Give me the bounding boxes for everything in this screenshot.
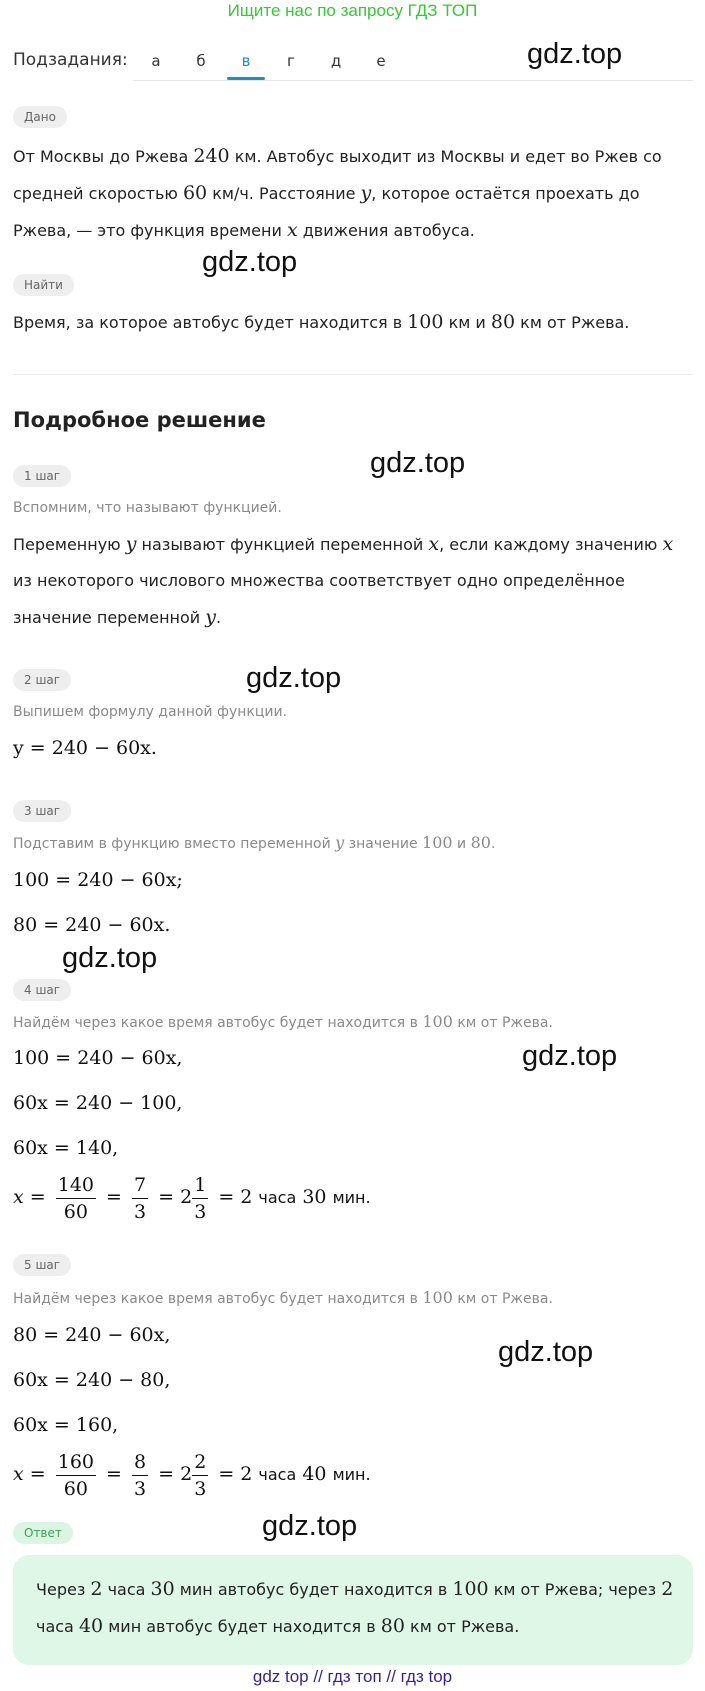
subtasks-label: Подзадания: (13, 50, 128, 70)
step-1-badge: 1 шаг (13, 465, 71, 487)
solution-title: Подробное решение (13, 408, 266, 432)
watermark: gdz.top (62, 942, 158, 974)
subtask-tab-v[interactable]: в (223, 44, 269, 78)
step-4-equation: 100 = 240 − 60x, (13, 1047, 183, 1069)
step-3-equation: 80 = 240 − 60x. (13, 914, 171, 936)
step-2-badge: 2 шаг (13, 669, 71, 691)
subtask-tab-g[interactable]: г (287, 52, 295, 70)
footer-link[interactable]: гдз топ (327, 1667, 382, 1686)
subtask-tab-a[interactable]: а (151, 52, 161, 70)
fraction: $\frac{160}{60}$ (57, 1450, 94, 1500)
promo-banner: Ищите нас по запросу ГДЗ ТОП (227, 1, 478, 20)
step-5-equation: 80 = 240 − 60x, (13, 1324, 171, 1346)
step-1-hint: Вспомним, что называют функцией. (13, 500, 282, 516)
step-5-final-equation: x = $\frac{160}{60}$ = $\frac{8}{3}$ = 2 $\frac{2}{3}$ = 2 часа 40 мин. (13, 1450, 371, 1500)
footer-separator: // (308, 1667, 328, 1686)
step-3-badge: 3 шаг (13, 800, 71, 822)
step-3-hint: Подставим в функцию вместо переменной y значение 100 и 80. (13, 833, 496, 852)
step-4-hint: Найдём через какое время автобус будет находится в 100 км от Ржева. (13, 1012, 553, 1031)
step-4-equation: 60x = 140, (13, 1137, 119, 1159)
step-4-final-equation: x = $\frac{140}{60}$ = $\frac{7}{3}$ = 2 $\frac{1}{3}$ = 2 часа 30 мин. (13, 1173, 371, 1223)
step-5-badge: 5 шаг (13, 1254, 71, 1276)
answer-box (13, 1555, 693, 1665)
find-text: Время, за которое автобус будет находится в 100 км и 80 км от Ржева. (13, 311, 630, 333)
watermark: gdz.top (262, 1510, 358, 1542)
given-badge: Дано (13, 106, 67, 128)
step-1-text: Переменную y называют функцией переменной x, если каждому значению x из некоторого числового множества соответствует одно определённое значение переменной y. (13, 533, 674, 628)
fraction: $\frac{140}{60}$ (57, 1173, 94, 1223)
watermark: gdz.top (202, 246, 298, 278)
step-2-equation: y = 240 − 60x. (13, 737, 157, 759)
subtask-tab-e[interactable]: е (376, 52, 386, 70)
watermark: gdz.top (522, 1040, 618, 1072)
footer-link[interactable]: gdz top (252, 1667, 309, 1686)
fraction: $\frac{2}{3}$ (194, 1450, 207, 1500)
watermark: gdz.top (246, 662, 342, 694)
subtask-tab-d[interactable]: д (330, 52, 342, 70)
step-4-equation: 60x = 240 − 100, (13, 1092, 183, 1114)
step-2-hint: Выпишем формулу данной функции. (13, 704, 288, 720)
step-4-badge: 4 шаг (13, 979, 71, 1001)
subtask-tab-b[interactable]: б (196, 52, 206, 70)
step-3-equation: 100 = 240 − 60x; (13, 869, 183, 891)
step-5-equation: 60x = 160, (13, 1414, 119, 1436)
answer-text: Через 2 часа 30 мин автобус будет находится в 100 км от Ржева; через 2 часа 40 мин автобус будет находится в 80 км от Ржева. (36, 1578, 674, 1637)
fraction: $\frac{7}{3}$ (134, 1173, 147, 1223)
fraction: $\frac{8}{3}$ (134, 1450, 147, 1500)
divider (13, 374, 693, 375)
watermark: gdz.top (498, 1336, 594, 1368)
step-5-hint: Найдём через какое время автобус будет находится в 100 км от Ржева. (13, 1288, 553, 1307)
footer-links (0, 1665, 705, 1689)
footer-link[interactable]: гдз top (400, 1667, 453, 1686)
step-5-equation: 60x = 240 − 80, (13, 1369, 171, 1391)
footer-separator: // (381, 1667, 401, 1686)
find-badge: Найти (13, 274, 74, 296)
given-text: От Москвы до Ржева 240 км. Автобус выходит из Москвы и едет во Ржев со средней скоростью 60 км/ч. Расстояние y, которое остаётся проехать до Ржева, — это функция времени x движения автобуса. (13, 145, 662, 241)
watermark: gdz.top (527, 38, 623, 70)
watermark: gdz.top (370, 447, 466, 479)
answer-badge: Ответ (13, 1522, 73, 1544)
fraction: $\frac{1}{3}$ (194, 1173, 207, 1223)
